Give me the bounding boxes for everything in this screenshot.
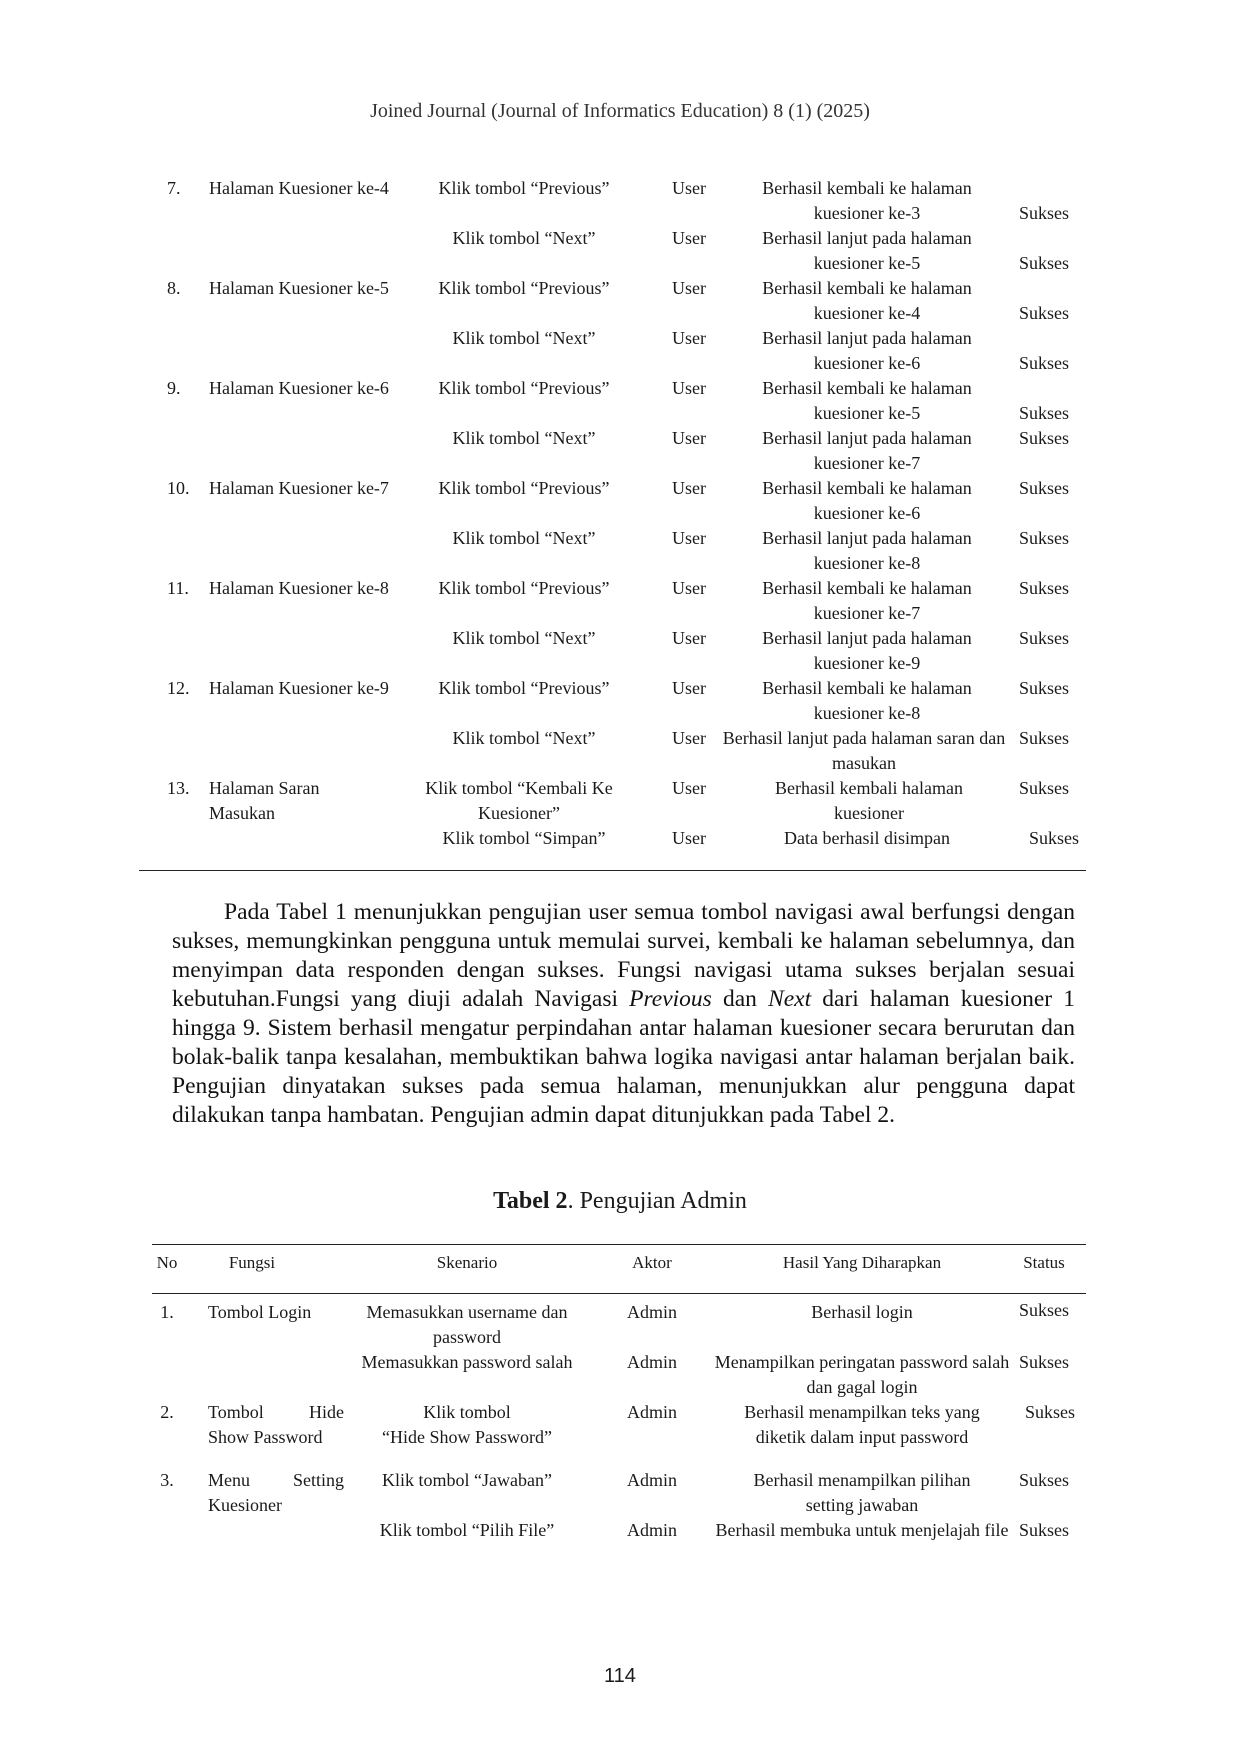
cell-hasil: Berhasil lanjut pada halaman saran dan masukan (722, 728, 1006, 773)
header-fungsi: Fungsi (228, 1253, 276, 1272)
cell-no: 7. (167, 178, 181, 198)
cell-aktor: User (672, 428, 706, 448)
cell-no: 9. (167, 378, 181, 398)
cell-skenario: Klik tombol “Next” (452, 528, 596, 548)
cell-status: Sukses (1028, 828, 1079, 848)
table-1-bottom-rule (139, 870, 1086, 871)
cell-skenario: Klik tombol “Previous” (438, 178, 610, 198)
cell-hasil: Berhasil lanjut pada halaman kuesioner ke-9 (762, 628, 972, 673)
cell-aktor: Admin (626, 1352, 677, 1372)
cell-no: 13. (167, 778, 190, 798)
cell-fungsi: Tombol Login (208, 1302, 312, 1322)
cell-skenario: “Hide Show Password” (382, 1427, 552, 1447)
cell-hasil: Berhasil kembali ke halaman kuesioner ke-4 (762, 278, 972, 323)
cell-skenario: Klik tombol “Kembali Ke Kuesioner” (425, 778, 613, 823)
cell-hasil: Berhasil kembali ke halaman kuesioner ke-6 (762, 478, 972, 523)
running-head: Joined Journal (Journal of Informatics Education) 8 (1) (2025) (370, 100, 870, 122)
paragraph-text-2: dan (711, 986, 769, 1012)
cell-status: Sukses (1018, 478, 1069, 498)
cell-skenario: Klik tombol “Previous” (438, 278, 610, 298)
cell-fungsi: Menu Setting (208, 1470, 344, 1490)
cell-status: Sukses (1018, 203, 1069, 223)
cell-aktor: Admin (626, 1402, 677, 1422)
cell-status: Sukses (1018, 578, 1069, 598)
cell-skenario: Klik tombol “Next” (452, 228, 596, 248)
cell-hasil: Data berhasil disimpan (784, 828, 950, 848)
cell-status: Sukses (1018, 528, 1069, 548)
cell-fungsi: Show Password (208, 1427, 323, 1447)
cell-fungsi: Halaman Kuesioner ke-9 (209, 678, 389, 698)
cell-no: 11. (167, 578, 189, 598)
cell-hasil: Berhasil kembali ke halaman kuesioner ke-7 (762, 578, 972, 623)
cell-no: 2. (160, 1402, 174, 1422)
cell-skenario: Klik tombol “Simpan” (442, 828, 606, 848)
cell-skenario: Klik tombol “Next” (452, 628, 596, 648)
paragraph-text-1: Pada Tabel 1 menunjukkan pengujian user semua tombol navigasi awal berfungsi dengan sukses, memungkinkan pengguna untuk memulai survei, kembali ke halaman sebelumnya, dan menyimpan data responden dengan sukses. Fungsi navigasi utama sukses berjalan sesuai kebutuhan.Fungsi yang diuji adalah Navigasi (172, 899, 1075, 1012)
cell-skenario: Klik tombol “Previous” (438, 378, 610, 398)
cell-aktor: User (672, 178, 706, 198)
cell-aktor: User (672, 728, 706, 748)
cell-skenario: Klik tombol “Next” (452, 328, 596, 348)
cell-aktor: User (672, 228, 706, 248)
cell-status: Sukses (1018, 303, 1069, 323)
cell-aktor: User (672, 378, 706, 398)
cell-fungsi: Halaman Kuesioner ke-7 (209, 478, 389, 498)
cell-status: Sukses (1018, 428, 1069, 448)
cell-hasil: Berhasil lanjut pada halaman kuesioner ke-8 (762, 528, 972, 573)
page-number: 114 (604, 1665, 636, 1687)
cell-aktor: Admin (626, 1470, 677, 1490)
cell-hasil: Berhasil lanjut pada halaman kuesioner ke-6 (762, 328, 972, 373)
cell-fungsi: Halaman Kuesioner ke-8 (209, 578, 389, 598)
cell-skenario: Memasukkan username dan password (366, 1302, 568, 1347)
cell-hasil: Berhasil menampilkan teks yang diketik dalam input password (744, 1402, 980, 1447)
cell-status: Sukses (1018, 678, 1069, 698)
cell-hasil: Berhasil kembali ke halaman kuesioner ke-5 (762, 378, 972, 423)
cell-status: Sukses (1018, 253, 1069, 273)
cell-aktor: User (672, 678, 706, 698)
cell-aktor: User (672, 328, 706, 348)
cell-hasil: Berhasil kembali halaman kuesioner (775, 778, 963, 823)
cell-hasil: Berhasil login (811, 1302, 913, 1322)
cell-skenario: Klik tombol “Previous” (438, 478, 610, 498)
cell-status: Sukses (1018, 1352, 1069, 1372)
body-paragraph (172, 898, 1075, 1130)
cell-aktor: User (672, 578, 706, 598)
cell-skenario: Klik tombol (423, 1402, 511, 1422)
cell-status: Sukses (1024, 1402, 1075, 1422)
cell-skenario: Klik tombol “Jawaban” (382, 1470, 552, 1490)
cell-aktor: User (672, 628, 706, 648)
cell-no: 1. (160, 1302, 174, 1322)
cell-skenario: Klik tombol “Previous” (438, 578, 610, 598)
header-status: Status (1023, 1253, 1065, 1272)
cell-aktor: User (672, 528, 706, 548)
cell-status: Sukses (1018, 778, 1069, 798)
cell-hasil: Berhasil menampilkan pilihan setting jawaban (753, 1470, 971, 1515)
cell-aktor: User (672, 478, 706, 498)
table-header-rule (152, 1293, 1086, 1294)
paragraph-text-3: dari halaman kuesioner 1 hingga 9. Sistem berhasil mengatur perpindahan antar halaman kuesioner secara berurutan dan bolak-balik tanpa kesalahan, membuktikan bahwa logika navigasi antar halaman berjalan baik. Pengujian dinyatakan sukses pada semua halaman, menunjukkan alur pengguna dapat dilakukan tanpa hambatan. Pengujian admin dapat ditunjukkan pada Tabel 2. (172, 986, 1075, 1128)
cell-aktor: User (672, 828, 706, 848)
cell-status: Sukses (1018, 1520, 1069, 1540)
header-hasil: Hasil Yang Diharapkan (782, 1253, 942, 1272)
cell-status: Sukses (1018, 1300, 1069, 1320)
cell-aktor: Admin (626, 1302, 677, 1322)
cell-status: Sukses (1018, 728, 1069, 748)
cell-skenario: Klik tombol “Previous” (438, 678, 610, 698)
cell-fungsi: Halaman Saran Masukan (209, 778, 320, 823)
cell-status: Sukses (1018, 403, 1069, 423)
cell-fungsi: Halaman Kuesioner ke-4 (209, 178, 389, 198)
cell-no: 8. (167, 278, 181, 298)
cell-no: 12. (167, 678, 190, 698)
cell-aktor: Admin (626, 1520, 677, 1540)
cell-aktor: User (672, 778, 706, 798)
cell-fungsi: Halaman Kuesioner ke-6 (209, 378, 389, 398)
table-2-caption (0, 1188, 1240, 1215)
cell-aktor: User (672, 278, 706, 298)
paragraph-emphasis-next: Next (768, 986, 812, 1012)
cell-status: Sukses (1018, 1470, 1069, 1490)
cell-fungsi: Tombol Hide (208, 1402, 344, 1422)
cell-hasil: Menampilkan peringatan password salah dan gagal login (714, 1352, 1010, 1397)
cell-skenario: Memasukkan password salah (361, 1352, 573, 1372)
header-skenario: Skenario (436, 1253, 498, 1272)
header-no: No (156, 1253, 178, 1272)
cell-skenario: Klik tombol “Next” (452, 428, 596, 448)
caption-text: . Pengujian Admin (567, 1188, 747, 1214)
cell-no: 3. (160, 1470, 174, 1490)
cell-hasil: Berhasil membuka untuk menjelajah file (715, 1520, 1009, 1540)
cell-status: Sukses (1018, 353, 1069, 373)
cell-hasil: Berhasil lanjut pada halaman kuesioner ke-5 (762, 228, 972, 273)
cell-fungsi: Halaman Kuesioner ke-5 (209, 278, 389, 298)
cell-fungsi: Kuesioner (208, 1495, 282, 1515)
cell-skenario: Klik tombol “Pilih File” (379, 1520, 555, 1540)
paragraph-emphasis-previous: Previous (629, 986, 712, 1012)
cell-hasil: Berhasil lanjut pada halaman kuesioner ke-7 (762, 428, 972, 473)
table-top-rule (152, 1244, 1086, 1245)
cell-hasil: Berhasil kembali ke halaman kuesioner ke-8 (762, 678, 972, 723)
cell-skenario: Klik tombol “Next” (452, 728, 596, 748)
header-aktor: Aktor (632, 1253, 672, 1272)
caption-label: Tabel 2 (493, 1188, 568, 1214)
cell-no: 10. (167, 478, 190, 498)
cell-status: Sukses (1018, 628, 1069, 648)
cell-hasil: Berhasil kembali ke halaman kuesioner ke-3 (762, 178, 972, 223)
